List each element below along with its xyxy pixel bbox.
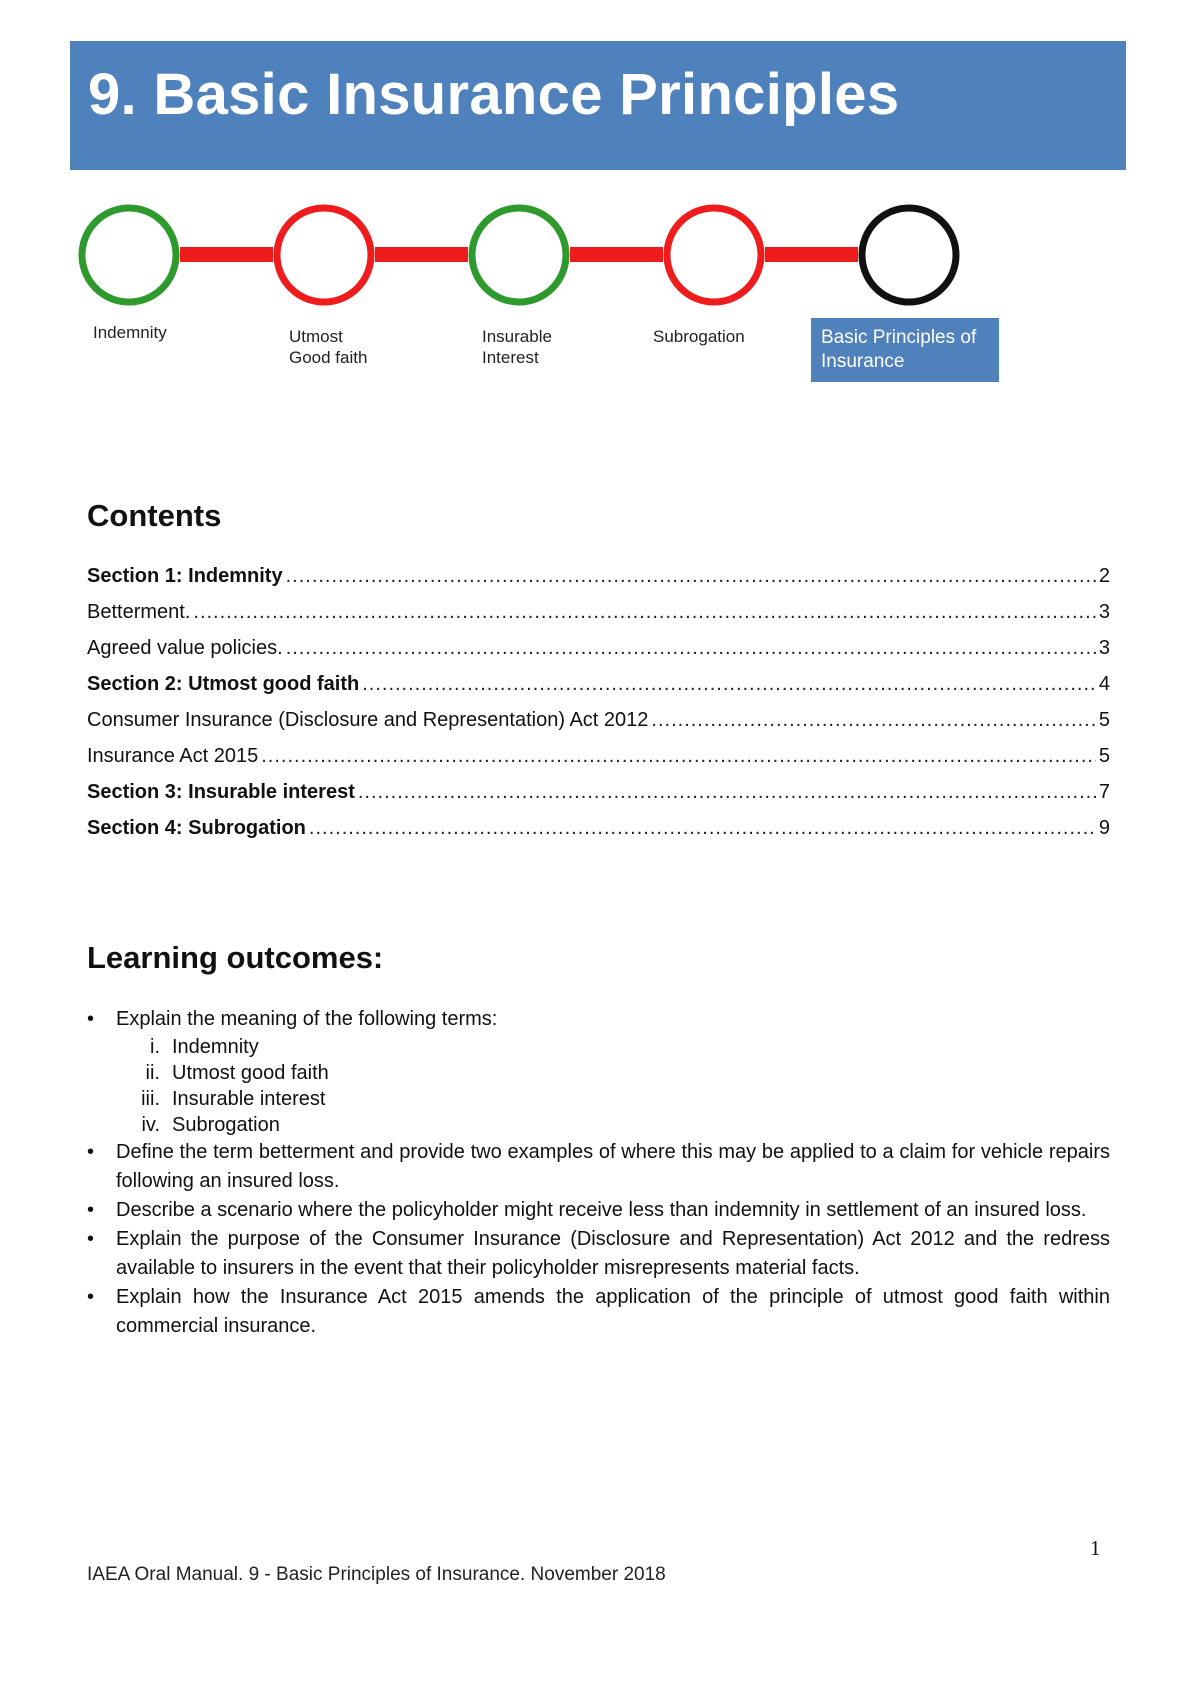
roadmap-connector-2 xyxy=(375,247,468,262)
learning-outcome xyxy=(87,1005,1110,1138)
roadmap-ring-subrogation xyxy=(667,208,761,302)
principles-roadmap xyxy=(70,190,1010,390)
toc-entry[interactable] xyxy=(87,781,1110,817)
roadmap-connector-4 xyxy=(765,247,858,262)
toc-leader-dots xyxy=(651,709,1095,732)
page-title: 9. Basic Insurance Principles xyxy=(88,62,900,127)
page-number: 1 xyxy=(1090,1536,1101,1560)
toc-entry-page: 5 xyxy=(1098,745,1110,767)
term-number: i. xyxy=(150,1036,160,1058)
page-footer: IAEA Oral Manual. 9 - Basic Principles of Insurance. November 2018 xyxy=(87,1564,666,1585)
toc-entry-page: 3 xyxy=(1098,601,1110,623)
toc-entry-title[interactable]: Section 4: Subrogation xyxy=(87,817,306,839)
learning-outcome xyxy=(87,1225,1110,1283)
roadmap-graphic xyxy=(70,190,1010,320)
toc-entry[interactable] xyxy=(87,673,1110,709)
table-of-contents xyxy=(87,565,1110,853)
roadmap-label-line: Interest xyxy=(482,348,539,367)
toc-leader-dots xyxy=(261,745,1096,768)
roadmap-label-basic-principles xyxy=(811,318,999,382)
roadmap-ring-insurable-interest xyxy=(472,208,566,302)
roadmap-label-line: Good faith xyxy=(289,348,368,367)
roadmap-connector-1 xyxy=(180,247,273,262)
terms-list xyxy=(116,1034,1110,1138)
learning-outcome xyxy=(87,1196,1110,1225)
roadmap-label-line: Insurable xyxy=(482,327,552,346)
roadmap-label-insurable-interest xyxy=(482,326,552,368)
toc-entry-page: 3 xyxy=(1098,637,1110,659)
toc-entry-title[interactable]: Betterment. xyxy=(87,601,191,623)
toc-entry[interactable] xyxy=(87,709,1110,745)
term-number: iv. xyxy=(141,1114,160,1136)
toc-entry-title[interactable]: Insurance Act 2015 xyxy=(87,745,259,767)
toc-entry[interactable] xyxy=(87,817,1110,853)
term-item xyxy=(116,1060,1110,1086)
term-text: Utmost good faith xyxy=(172,1062,329,1084)
learning-outcome-text: Define the term betterment and provide two examples of where this may be applied to a claim for vehicle repairs following an insured loss. xyxy=(116,1141,1110,1192)
toc-entry-page: 4 xyxy=(1098,673,1110,695)
roadmap-label-line: Insurance xyxy=(821,351,905,372)
toc-leader-dots xyxy=(358,781,1096,804)
toc-entry-page: 9 xyxy=(1098,817,1110,839)
learning-outcome-text: Explain how the Insurance Act 2015 amends the application of the principle of utmost good faith within commercial insurance. xyxy=(116,1286,1110,1337)
learning-outcomes-list xyxy=(87,1005,1110,1341)
roadmap-label-line: Basic Principles of xyxy=(821,327,977,348)
toc-entry-page: 2 xyxy=(1098,565,1110,587)
term-number: ii. xyxy=(145,1062,160,1084)
toc-entry-title[interactable]: Section 1: Indemnity xyxy=(87,565,283,587)
toc-leader-dots xyxy=(193,601,1095,624)
learning-outcome xyxy=(87,1283,1110,1341)
toc-leader-dots xyxy=(286,637,1096,660)
term-text: Subrogation xyxy=(172,1114,280,1136)
toc-leader-dots xyxy=(309,817,1096,840)
learning-outcome xyxy=(87,1138,1110,1196)
roadmap-label-line: Utmost xyxy=(289,327,343,346)
toc-entry-title[interactable]: Agreed value policies. xyxy=(87,637,283,659)
toc-entry-page: 7 xyxy=(1098,781,1110,803)
toc-entry-title[interactable]: Section 2: Utmost good faith xyxy=(87,673,360,695)
term-item xyxy=(116,1112,1110,1138)
term-item xyxy=(116,1034,1110,1060)
toc-entry[interactable] xyxy=(87,745,1110,781)
learning-outcome-text: Explain the purpose of the Consumer Insurance (Disclosure and Representation) Act 2012 and the redress available to insurers in the event that their policyholder misrepresents material facts. xyxy=(116,1228,1110,1279)
roadmap-ring-indemnity xyxy=(82,208,176,302)
term-item xyxy=(116,1086,1110,1112)
title-banner xyxy=(70,41,1126,170)
term-text: Indemnity xyxy=(172,1036,259,1058)
term-number: iii. xyxy=(141,1088,160,1110)
roadmap-label-line: Indemnity xyxy=(93,323,167,342)
roadmap-ring-basic-principles xyxy=(862,208,956,302)
roadmap-label-indemnity xyxy=(93,322,167,343)
learning-outcomes-heading: Learning outcomes: xyxy=(87,940,384,975)
toc-entry-title[interactable]: Consumer Insurance (Disclosure and Representation) Act 2012 xyxy=(87,709,649,731)
roadmap-label-line: Subrogation xyxy=(653,327,745,346)
toc-leader-dots xyxy=(362,673,1096,696)
learning-outcome-text: Explain the meaning of the following terms: xyxy=(116,1008,498,1030)
roadmap-label-subrogation xyxy=(653,326,745,347)
toc-entry-title[interactable]: Section 3: Insurable interest xyxy=(87,781,355,803)
roadmap-ring-utmost-good-faith xyxy=(277,208,371,302)
toc-entry[interactable] xyxy=(87,637,1110,673)
roadmap-connector-3 xyxy=(570,247,663,262)
toc-entry-page: 5 xyxy=(1098,709,1110,731)
contents-heading: Contents xyxy=(87,498,222,533)
toc-leader-dots xyxy=(286,565,1096,588)
learning-outcome-text: Describe a scenario where the policyholder might receive less than indemnity in settlement of an insured loss. xyxy=(116,1199,1087,1221)
roadmap-label-utmost-good-faith xyxy=(289,326,367,368)
toc-entry[interactable] xyxy=(87,601,1110,637)
term-text: Insurable interest xyxy=(172,1088,326,1110)
toc-entry[interactable] xyxy=(87,565,1110,601)
